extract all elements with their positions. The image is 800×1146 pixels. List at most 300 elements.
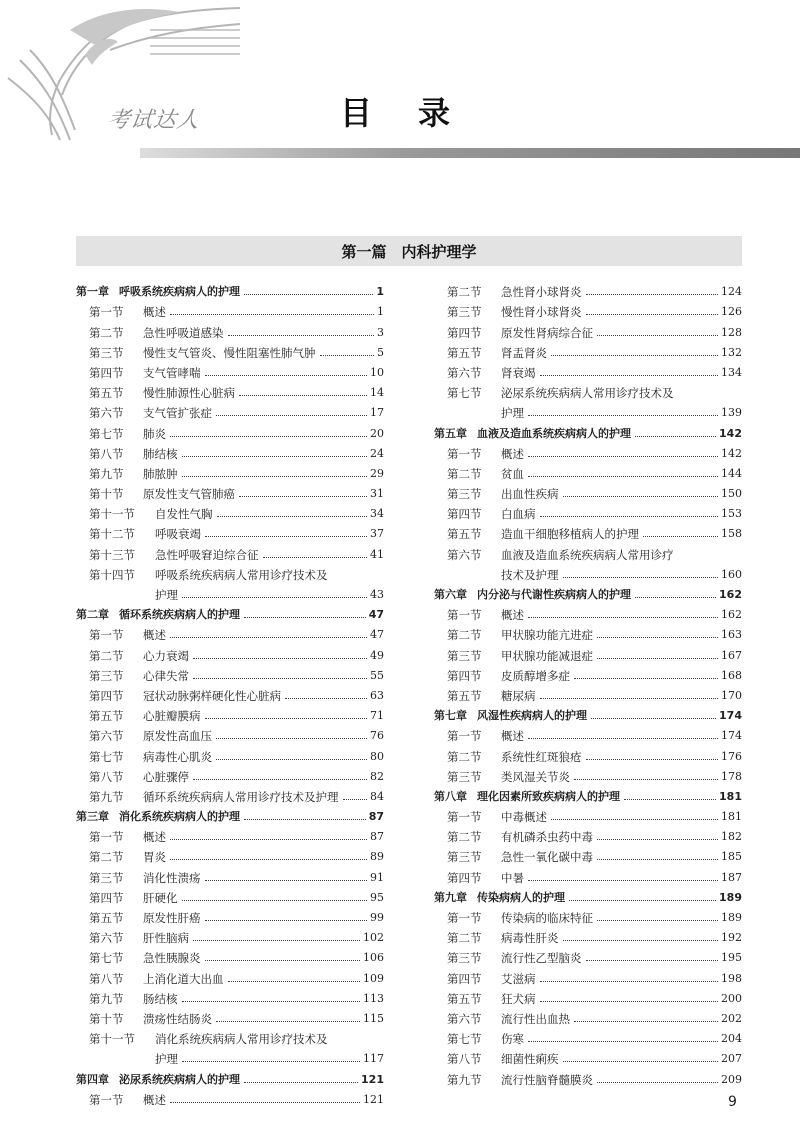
dot-leader (182, 1001, 361, 1002)
dot-leader (239, 395, 367, 396)
toc-section-entry[interactable] (76, 965, 384, 985)
toc-section-entry[interactable] (76, 420, 384, 440)
toc-section-entry[interactable] (76, 521, 384, 541)
toc-page-number: 14 (370, 386, 384, 400)
toc-section-entry[interactable] (76, 683, 384, 703)
dot-leader (343, 799, 368, 800)
toc-entry-title: 肺结核 (143, 446, 178, 461)
toc-page-number: 174 (719, 709, 742, 723)
toc-entry-number: 第一节 (89, 628, 124, 643)
toc-chapter-entry[interactable] (434, 420, 742, 440)
toc-section-entry[interactable] (434, 400, 742, 420)
toc-entry-title: 病毒性肝炎 (501, 931, 559, 946)
dot-leader (170, 839, 367, 840)
toc-page-number: 43 (370, 588, 384, 601)
toc-page-number: 144 (721, 466, 742, 480)
toc-section-entry[interactable] (76, 885, 384, 905)
toc-page-number: 202 (721, 1011, 742, 1025)
toc-section-entry[interactable] (434, 986, 742, 1006)
dot-leader (263, 557, 368, 558)
toc-entry-number: 第五节 (447, 688, 482, 703)
page-header (0, 0, 800, 160)
toc-page-number: 176 (721, 749, 742, 763)
toc-section-entry[interactable] (76, 299, 384, 319)
toc-entry-title: 护理 (155, 1052, 178, 1067)
toc-entry-title: 风湿性疾病病人的护理 (477, 709, 587, 723)
toc-entry-title: 有机磷杀虫药中毒 (501, 830, 593, 845)
toc-page-number: 150 (721, 487, 742, 501)
toc-section-entry[interactable] (76, 764, 384, 784)
toc-entry-title: 概述 (143, 305, 166, 320)
toc-section-entry[interactable] (76, 340, 384, 360)
toc-section-entry[interactable] (76, 441, 384, 461)
toc-page-number: 158 (721, 527, 742, 541)
toc-page-number: 5 (377, 345, 384, 359)
toc-section-entry[interactable] (76, 461, 384, 481)
toc-section-entry[interactable] (76, 1046, 384, 1066)
toc-entry-title: 呼吸系统疾病病人常用诊疗技术及 (155, 567, 328, 582)
dot-leader (216, 738, 367, 739)
toc-page-number: 142 (719, 426, 742, 440)
toc-page-number: 163 (721, 628, 742, 642)
toc-section-entry[interactable] (434, 1026, 742, 1046)
toc-section-entry[interactable] (76, 905, 384, 925)
toc-section-entry[interactable] (434, 663, 742, 683)
toc-entry-number: 第九节 (89, 466, 124, 481)
toc-section-entry[interactable] (76, 622, 384, 642)
toc-entry-title: 心脏瓣膜病 (143, 709, 201, 724)
toc-section-entry[interactable] (76, 380, 384, 400)
toc-page-number: 209 (721, 1072, 742, 1086)
toc-page-number: 195 (721, 951, 742, 965)
dot-leader (205, 880, 368, 881)
toc-entry-number: 第四节 (89, 365, 124, 380)
toc-entry-title: 慢性肾小球肾炎 (501, 305, 582, 320)
toc-entry-title: 溃疡性结肠炎 (143, 1011, 212, 1026)
toc-page-number: 34 (370, 507, 384, 521)
part-title: 第一篇 内科护理学 (341, 242, 477, 261)
toc-entry-number: 第二节 (447, 285, 482, 300)
toc-section-entry[interactable] (76, 319, 384, 339)
toc-section-entry[interactable] (76, 360, 384, 380)
dot-leader (635, 436, 716, 437)
toc-entry-number: 第六节 (447, 365, 482, 380)
dot-leader (563, 577, 719, 578)
toc-entry-title: 贫血 (501, 466, 524, 481)
toc-page-number: 187 (721, 870, 742, 884)
dot-leader (182, 1061, 360, 1062)
toc-section-entry[interactable] (434, 764, 742, 784)
toc-section-entry[interactable] (76, 925, 384, 945)
toc-page-number: 49 (370, 648, 384, 662)
toc-entry-title: 流行性乙型脑炎 (501, 951, 582, 966)
toc-section-entry[interactable] (434, 804, 742, 824)
toc-entry-title: 自发性气胸 (155, 507, 213, 522)
toc-entry-number: 第四节 (447, 668, 482, 683)
toc-page-number: 207 (721, 1052, 742, 1066)
dot-leader (216, 1021, 360, 1022)
toc-entry-title: 糖尿病 (501, 688, 536, 703)
dot-leader (216, 415, 367, 416)
toc-entry-title: 原发性支气管肺癌 (143, 487, 235, 502)
toc-entry-title: 胃炎 (143, 850, 166, 865)
dot-leader (244, 819, 366, 820)
toc-section-entry[interactable] (76, 1087, 384, 1107)
dot-leader (228, 981, 361, 982)
toc-entry-title: 内分泌与代谢性疾病病人的护理 (477, 588, 631, 601)
dot-leader (170, 637, 367, 638)
toc-page-number: 20 (370, 426, 384, 440)
dot-leader (540, 698, 719, 699)
dot-leader (170, 1102, 360, 1103)
dot-leader (569, 900, 716, 901)
toc-entry-title: 循环系统疾病病人常用诊疗技术及护理 (143, 789, 339, 804)
toc-section-entry[interactable] (76, 1026, 384, 1046)
toc-entry-number: 第一节 (447, 729, 482, 744)
toc-entry-number: 第七节 (89, 749, 124, 764)
toc-section-entry[interactable] (434, 622, 742, 642)
toc-entry-title: 流行性脑脊髓膜炎 (501, 1072, 593, 1087)
toc-section-entry[interactable] (76, 723, 384, 743)
dot-leader (540, 516, 719, 517)
toc-section-entry[interactable] (76, 703, 384, 723)
toc-entry-number: 第二章 (76, 608, 109, 622)
toc-section-entry[interactable] (76, 986, 384, 1006)
toc-entry-number: 第四节 (447, 507, 482, 522)
dot-leader (193, 658, 367, 659)
toc-entry-title: 类风湿关节炎 (501, 769, 570, 784)
toc-entry-number: 第二节 (447, 830, 482, 845)
toc-entry-number: 第十二节 (89, 527, 135, 542)
dot-leader (574, 1021, 718, 1022)
toc-section-entry[interactable] (76, 400, 384, 420)
toc-section-entry[interactable] (76, 642, 384, 662)
toc-entry-title: 血液及造血系统疾病病人的护理 (477, 426, 631, 440)
toc-entry-title: 肾衰竭 (501, 365, 536, 380)
toc-entry-number: 第十节 (89, 487, 124, 502)
toc-entry-number: 第十节 (89, 1011, 124, 1026)
dot-leader (635, 597, 716, 598)
toc-entry-number: 第五节 (89, 386, 124, 401)
toc-section-entry[interactable] (434, 319, 742, 339)
dot-leader (563, 496, 719, 497)
dot-leader (586, 294, 719, 295)
toc-section-entry[interactable] (434, 461, 742, 481)
toc-section-entry[interactable] (434, 723, 742, 743)
dot-leader (205, 920, 368, 921)
toc-section-entry[interactable] (76, 945, 384, 965)
dot-leader (563, 1061, 719, 1062)
toc-section-entry[interactable] (76, 824, 384, 844)
toc-section-entry[interactable] (434, 1066, 742, 1086)
dot-leader (244, 294, 373, 295)
toc-entry-title: 原发性肾病综合征 (501, 325, 593, 340)
toc-section-entry[interactable] (434, 642, 742, 662)
dot-leader (574, 779, 718, 780)
toc-page-number: 37 (370, 527, 384, 541)
toc-entry-number: 第四节 (447, 870, 482, 885)
dot-leader (643, 536, 718, 537)
toc-entry-number: 第六节 (89, 931, 124, 946)
toc-section-entry[interactable] (434, 743, 742, 763)
toc-section-entry[interactable] (434, 279, 742, 299)
toc-page-number: 1 (377, 305, 384, 319)
dot-leader (285, 698, 367, 699)
toc-entry-number: 第一节 (447, 446, 482, 461)
toc-entry-number: 第六节 (447, 547, 482, 562)
toc-entry-title: 消化系统疾病病人的护理 (119, 810, 240, 824)
toc-entry-title: 原发性肝癌 (143, 911, 201, 925)
toc-entry-title: 护理 (501, 406, 524, 421)
toc-page-number: 168 (721, 668, 742, 682)
dot-leader (182, 597, 367, 598)
dot-leader (244, 617, 366, 618)
toc-section-entry[interactable] (434, 481, 742, 501)
toc-entry-title: 原发性高血压 (143, 729, 212, 744)
toc-page-number: 24 (370, 446, 384, 460)
toc-section-entry[interactable] (434, 925, 742, 945)
toc-page-number: 121 (361, 1072, 384, 1086)
dot-leader (205, 375, 368, 376)
dot-leader (540, 1001, 719, 1002)
toc-entry-title: 心脏骤停 (143, 769, 189, 784)
toc-page-number: 160 (721, 567, 742, 581)
toc-entry-title: 肠结核 (143, 991, 178, 1006)
toc-chapter-entry[interactable] (76, 1066, 384, 1086)
toc-section-entry[interactable] (76, 481, 384, 501)
toc-entry-number: 第八节 (89, 971, 124, 986)
toc-chapter-entry[interactable] (76, 602, 384, 622)
toc-page-number: 198 (721, 971, 742, 985)
dot-leader (228, 335, 375, 336)
toc-section-entry[interactable] (434, 360, 742, 380)
toc-entry-number: 第二节 (447, 749, 482, 764)
dot-leader (597, 839, 718, 840)
toc-entry-number: 第一章 (76, 285, 109, 299)
toc-entry-title: 血液及造血系统疾病病人常用诊疗 (501, 547, 674, 562)
toc-entry-title: 急性呼吸道感染 (143, 325, 224, 340)
dot-leader (170, 314, 374, 315)
toc-entry-number: 第八章 (434, 789, 467, 803)
toc-page-number: 115 (363, 1011, 384, 1025)
dot-leader (528, 456, 718, 457)
toc-chapter-entry[interactable] (434, 582, 742, 602)
dot-leader (193, 779, 367, 780)
dot-leader (540, 981, 719, 982)
toc-section-entry[interactable] (434, 965, 742, 985)
toc-section-entry[interactable] (76, 1006, 384, 1026)
dot-leader (597, 920, 718, 921)
toc-entry-title: 出血性疾病 (501, 487, 559, 502)
toc-page-number: 3 (377, 325, 384, 339)
toc-section-entry[interactable] (434, 824, 742, 844)
toc-section-entry[interactable] (434, 1006, 742, 1026)
toc-entry-number: 第三章 (76, 810, 109, 824)
toc-section-entry[interactable] (434, 864, 742, 884)
toc-entry-title: 造血干细胞移植病人的护理 (501, 527, 639, 542)
toc-page-number: 181 (721, 810, 742, 824)
toc-page-number: 31 (370, 487, 384, 501)
toc-section-entry[interactable] (76, 844, 384, 864)
toc-entry-number: 第三节 (447, 648, 482, 663)
toc-page-number: 1 (376, 285, 384, 299)
toc-entry-number: 第九节 (89, 991, 124, 1006)
dot-leader (182, 900, 368, 901)
dot-leader (216, 759, 367, 760)
toc-entry-title: 急性一氧化碳中毒 (501, 850, 593, 865)
toc-entry-number: 第五节 (89, 709, 124, 724)
toc-entry-number: 第一节 (447, 608, 482, 623)
toc-entry-title: 中暑 (501, 870, 524, 885)
toc-entry-number: 第四节 (447, 971, 482, 986)
toc-page-number: 162 (721, 608, 742, 622)
toc-entry-number: 第七章 (434, 709, 467, 723)
toc-entry-number: 第十三节 (89, 547, 135, 562)
dot-leader (551, 355, 718, 356)
toc-entry-number: 第一节 (447, 810, 482, 825)
toc-page-number: 80 (370, 749, 384, 763)
toc-section-entry[interactable] (434, 521, 742, 541)
dot-leader (239, 496, 367, 497)
toc-section-entry[interactable] (434, 844, 742, 864)
toc-section-entry[interactable] (434, 541, 742, 561)
toc-chapter-entry[interactable] (76, 279, 384, 299)
toc-page-number: 71 (370, 709, 384, 723)
toc-entry-number: 第二节 (89, 648, 124, 663)
toc-chapter-entry[interactable] (434, 703, 742, 723)
toc-section-entry[interactable] (76, 562, 384, 582)
toc-entry-title: 消化系统疾病病人常用诊疗技术及 (155, 1032, 328, 1047)
toc-entry-number: 第四节 (89, 890, 124, 905)
dot-leader (597, 658, 718, 659)
toc-page-number: 47 (370, 628, 384, 642)
toc-entry-number: 第九章 (434, 890, 467, 904)
toc-entry-title: 肺脓肿 (143, 466, 178, 481)
toc-page-number: 162 (719, 588, 742, 601)
toc-entry-title: 艾滋病 (501, 971, 536, 986)
toc-entry-title: 肺炎 (143, 426, 166, 441)
toc-entry-title: 心律失常 (143, 668, 189, 683)
toc-page-number: 29 (370, 466, 384, 480)
toc-page-number: 41 (370, 547, 384, 561)
toc-entry-title: 慢性肺源性心脏病 (143, 386, 235, 401)
toc-entry-number: 第七节 (447, 1032, 482, 1047)
toc-page-number: 124 (721, 285, 742, 299)
toc-page-number: 82 (370, 769, 384, 783)
toc-section-entry[interactable] (434, 340, 742, 360)
toc-section-entry[interactable] (76, 541, 384, 561)
toc-entry-title: 呼吸系统疾病病人的护理 (119, 285, 240, 299)
toc-entry-number: 第六节 (89, 729, 124, 744)
dot-leader (320, 355, 375, 356)
toc-section-entry[interactable] (434, 683, 742, 703)
toc-section-entry[interactable] (434, 501, 742, 521)
toc-section-entry[interactable] (76, 663, 384, 683)
toc-entry-title: 伤寒 (501, 1032, 524, 1047)
toc-section-entry[interactable] (434, 380, 742, 400)
toc-entry-number: 第一节 (89, 1092, 124, 1107)
toc-page-number: 182 (721, 830, 742, 844)
toc-section-entry[interactable] (434, 562, 742, 582)
toc-chapter-entry[interactable] (76, 804, 384, 824)
toc-entry-number: 第四节 (89, 688, 124, 703)
toc-section-entry[interactable] (434, 441, 742, 461)
toc-chapter-entry[interactable] (434, 885, 742, 905)
toc-entry-number: 第四章 (76, 1072, 109, 1086)
toc-page-number: 117 (363, 1052, 384, 1066)
toc-entry-number: 第六节 (447, 1011, 482, 1026)
dot-leader (597, 859, 718, 860)
toc-entry-title: 系统性红斑狼疮 (501, 749, 582, 764)
dot-leader (551, 819, 718, 820)
toc-entry-number: 第七节 (89, 426, 124, 441)
toc-page-number: 87 (368, 810, 384, 824)
toc-entry-title: 技术及护理 (501, 567, 559, 582)
toc-entry-number: 第二节 (89, 325, 124, 340)
toc-entry-title: 概述 (143, 1092, 166, 1107)
dot-leader (170, 859, 367, 860)
toc-section-entry[interactable] (434, 299, 742, 319)
toc-entry-number: 第三节 (89, 870, 124, 885)
toc-page-number: 102 (363, 931, 384, 945)
toc-entry-title: 上消化道大出血 (143, 971, 224, 986)
toc-entry-number: 第二节 (447, 628, 482, 643)
toc-section-entry[interactable] (76, 743, 384, 763)
dot-leader (205, 960, 361, 961)
dot-leader (244, 1082, 358, 1083)
dot-leader (528, 1041, 718, 1042)
toc-section-entry[interactable] (76, 784, 384, 804)
toc-entry-number: 第三节 (447, 769, 482, 784)
toc-section-entry[interactable] (76, 864, 384, 884)
toc-page-number: 87 (370, 830, 384, 844)
dot-leader (193, 940, 360, 941)
toc-section-entry[interactable] (434, 905, 742, 925)
dot-leader (586, 314, 719, 315)
toc-section-entry[interactable] (434, 602, 742, 622)
toc-page-number: 204 (721, 1032, 742, 1046)
toc-page-number: 167 (721, 648, 742, 662)
toc-entry-number: 第三节 (447, 305, 482, 320)
dot-leader (586, 759, 719, 760)
toc-entry-number: 第十一节 (89, 1032, 135, 1047)
toc-entry-title: 理化因素所致疾病病人的护理 (477, 789, 620, 803)
dot-leader (597, 335, 718, 336)
toc-chapter-entry[interactable] (434, 784, 742, 804)
toc-entry-title: 护理 (155, 588, 178, 602)
toc-page-number: 89 (370, 850, 384, 864)
toc-page-number: 10 (370, 365, 384, 379)
toc-section-entry[interactable] (76, 582, 384, 602)
toc-entry-number: 第五节 (447, 527, 482, 542)
dot-leader (597, 637, 718, 638)
dot-leader (182, 476, 368, 477)
toc-entry-title: 急性呼吸窘迫综合征 (155, 547, 259, 562)
dot-leader (586, 960, 719, 961)
toc-section-entry[interactable] (434, 1046, 742, 1066)
toc-entry-title: 甲状腺功能减退症 (501, 648, 593, 663)
toc-page-number: 84 (370, 789, 384, 803)
toc-page-number: 121 (363, 1092, 384, 1106)
toc-entry-title: 概述 (143, 628, 166, 643)
toc-entry-number: 第八节 (447, 1052, 482, 1067)
toc-section-entry[interactable] (76, 501, 384, 521)
toc-entry-number: 第六节 (89, 406, 124, 421)
toc-right-column (434, 279, 742, 1087)
toc-entry-title: 急性胰腺炎 (143, 951, 201, 966)
toc-section-entry[interactable] (434, 945, 742, 965)
dot-leader (528, 476, 718, 477)
